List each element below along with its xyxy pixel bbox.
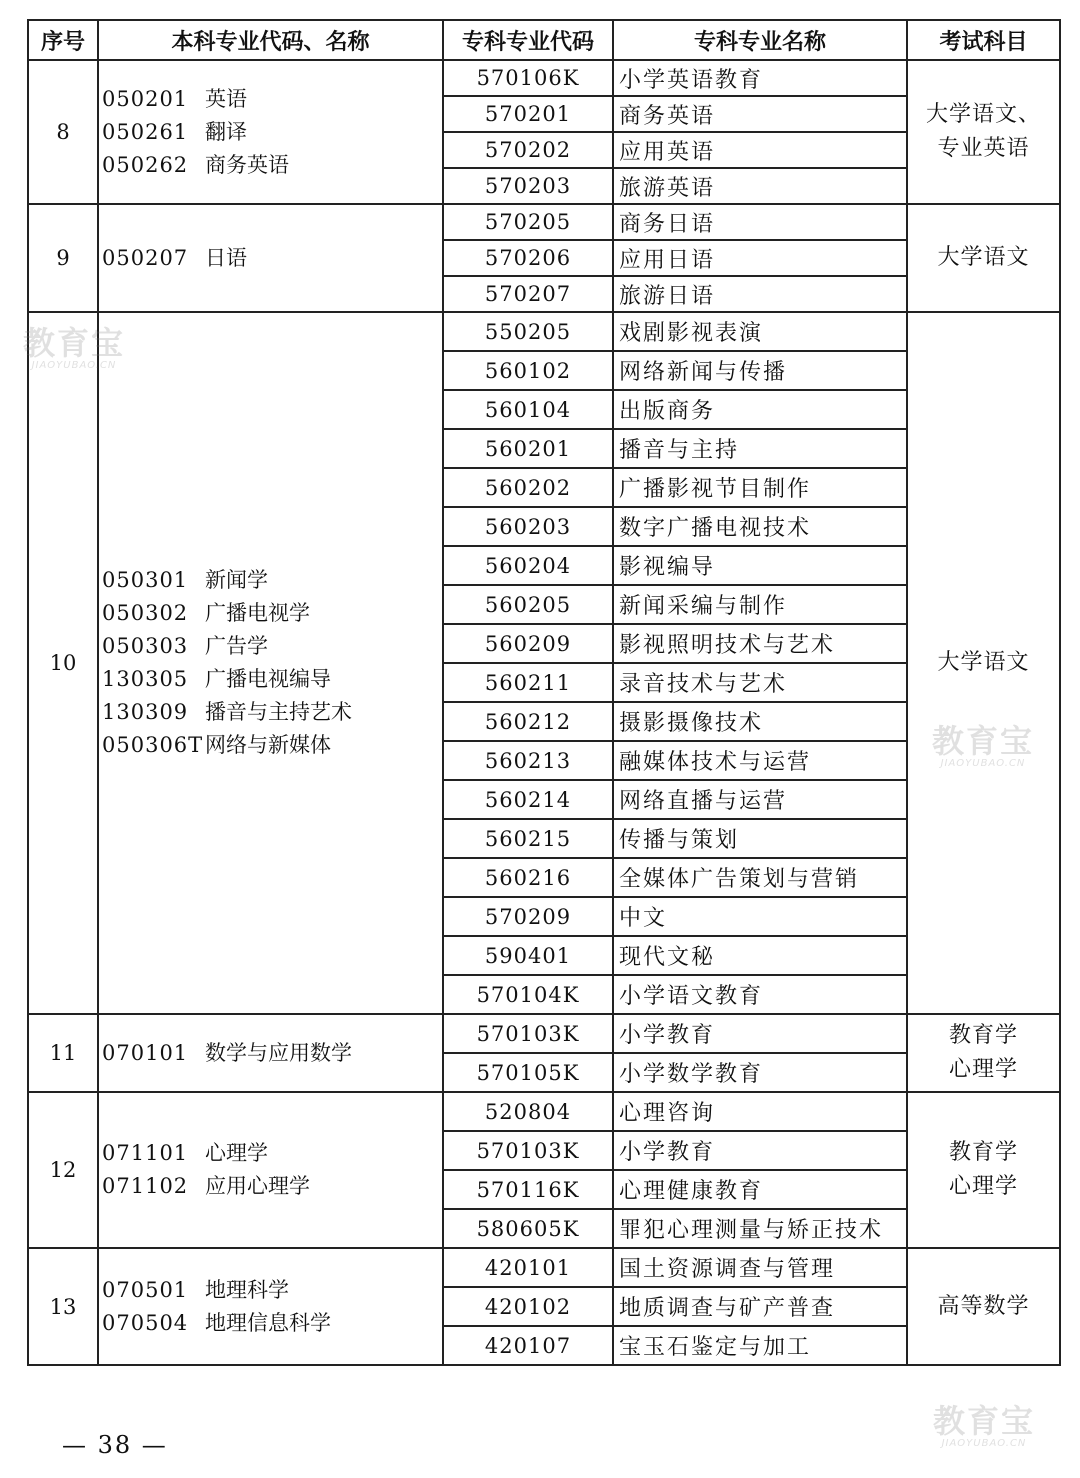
watermark-text: 教育宝	[22, 324, 125, 362]
junior-name-cell: 数字广播电视技术	[613, 507, 907, 546]
undergrad-major	[102, 242, 442, 275]
junior-name-cell: 现代文秘	[613, 936, 907, 975]
junior-name-cell: 小学教育	[613, 1014, 907, 1053]
junior-name-cell: 播音与主持	[613, 429, 907, 468]
junior-name-cell: 传播与策划	[613, 819, 907, 858]
junior-code-cell: 570105K	[443, 1053, 613, 1092]
exam-subject: 专业英语	[937, 136, 1030, 161]
undergrad-code: 050302	[102, 601, 189, 625]
watermark-subtext: JIAOYUBAO.CN	[940, 758, 1026, 769]
page-number: — 38 —	[62, 1431, 168, 1459]
undergrad-name: 网络与新媒体	[205, 733, 331, 757]
exam-subject: 教育学	[948, 1023, 1018, 1048]
watermark-text: 教育宝	[932, 1402, 1035, 1440]
seq-cell: 11	[28, 1014, 98, 1092]
undergrad-code: 050303	[102, 634, 189, 658]
undergrad-name: 地理信息科学	[205, 1310, 331, 1335]
undergrad-code: 071101	[102, 1141, 189, 1165]
table-row	[28, 60, 1060, 96]
subjects-cell	[907, 312, 1060, 1014]
junior-name-cell: 旅游英语	[613, 168, 907, 204]
undergrad-name: 数学与应用数学	[205, 1040, 352, 1065]
undergrad-major	[102, 1274, 442, 1307]
undergrad-major	[102, 1170, 442, 1203]
undergrad-name: 新闻学	[205, 568, 268, 592]
undergrad-code: 130309	[102, 700, 189, 724]
undergrad-name: 应用心理学	[205, 1174, 310, 1198]
table-row	[28, 1014, 1060, 1053]
junior-code-cell: 560202	[443, 468, 613, 507]
junior-name-cell: 小学语文教育	[613, 975, 907, 1014]
junior-code-cell: 560212	[443, 702, 613, 741]
undergrad-name: 广播电视编导	[205, 667, 331, 691]
undergrad-name: 地理科学	[205, 1277, 289, 1302]
junior-code-cell: 570106K	[443, 60, 613, 96]
undergrad-code: 050207	[102, 245, 189, 270]
junior-name-cell: 罪犯心理测量与矫正技术	[613, 1209, 907, 1248]
junior-name-cell: 商务日语	[613, 204, 907, 240]
watermark-text: 教育宝	[931, 722, 1034, 760]
undergrad-major	[102, 597, 442, 630]
watermark-subtext: JIAOYUBAO.CN	[31, 360, 117, 371]
exam-subject: 心理学	[948, 1057, 1018, 1082]
majors-table	[27, 19, 1061, 1366]
undergrad-name: 广告学	[205, 634, 268, 658]
undergrad-name: 英语	[205, 86, 247, 111]
watermark-subtext: JIAOYUBAO.CN	[941, 1438, 1027, 1449]
junior-code-cell: 560102	[443, 351, 613, 390]
table-body	[28, 60, 1060, 1365]
exam-subject: 大学语文	[937, 650, 1030, 675]
junior-name-cell: 影视编导	[613, 546, 907, 585]
junior-name-cell: 摄影摄像技术	[613, 702, 907, 741]
undergrad-cell	[98, 60, 443, 204]
subjects-cell	[907, 60, 1060, 204]
junior-code-cell: 590401	[443, 936, 613, 975]
junior-code-cell: 560211	[443, 663, 613, 702]
junior-name-cell: 国土资源调查与管理	[613, 1248, 907, 1287]
undergrad-name: 翻译	[205, 119, 247, 144]
junior-code-cell: 420107	[443, 1326, 613, 1365]
junior-code-cell: 560216	[443, 858, 613, 897]
junior-name-cell: 心理咨询	[613, 1092, 907, 1131]
junior-code-cell: 570103K	[443, 1131, 613, 1170]
junior-code-cell: 570205	[443, 204, 613, 240]
subjects-cell	[907, 1092, 1060, 1248]
junior-name-cell: 商务英语	[613, 96, 907, 132]
undergrad-code: 130305	[102, 667, 189, 691]
junior-name-cell: 旅游日语	[613, 276, 907, 312]
undergrad-cell	[98, 1248, 443, 1365]
junior-code-cell: 420102	[443, 1287, 613, 1326]
undergrad-major	[102, 1307, 442, 1340]
undergrad-major	[102, 116, 442, 149]
junior-code-cell: 560215	[443, 819, 613, 858]
undergrad-code: 050261	[102, 119, 189, 144]
junior-code-cell: 560213	[443, 741, 613, 780]
undergrad-code: 050301	[102, 568, 189, 592]
junior-code-cell: 570206	[443, 240, 613, 276]
junior-name-cell: 中文	[613, 897, 907, 936]
junior-code-cell: 580605K	[443, 1209, 613, 1248]
seq-cell: 12	[28, 1092, 98, 1248]
header-undergrad: 本科专业代码、名称	[98, 20, 443, 60]
undergrad-code: 071102	[102, 1174, 189, 1198]
junior-code-cell: 560203	[443, 507, 613, 546]
junior-name-cell: 广播影视节目制作	[613, 468, 907, 507]
subjects-cell	[907, 1014, 1060, 1092]
undergrad-name: 播音与主持艺术	[205, 700, 352, 724]
junior-name-cell: 录音技术与艺术	[613, 663, 907, 702]
junior-name-cell: 应用日语	[613, 240, 907, 276]
junior-code-cell: 570103K	[443, 1014, 613, 1053]
table-row	[28, 1092, 1060, 1131]
undergrad-cell	[98, 204, 443, 312]
table-header-row	[28, 20, 1060, 60]
junior-code-cell: 560205	[443, 585, 613, 624]
junior-name-cell: 融媒体技术与运营	[613, 741, 907, 780]
undergrad-name: 日语	[205, 245, 247, 270]
junior-name-cell: 心理健康教育	[613, 1170, 907, 1209]
junior-code-cell: 570201	[443, 96, 613, 132]
undergrad-name: 商务英语	[205, 152, 289, 177]
junior-name-cell: 网络新闻与传播	[613, 351, 907, 390]
header-junior-code: 专科专业代码	[443, 20, 613, 60]
junior-name-cell: 全媒体广告策划与营销	[613, 858, 907, 897]
undergrad-code: 050306T	[102, 733, 204, 757]
exam-subject: 高等数学	[937, 1293, 1030, 1319]
junior-code-cell: 570209	[443, 897, 613, 936]
subjects-cell	[907, 204, 1060, 312]
junior-name-cell: 应用英语	[613, 132, 907, 168]
junior-code-cell: 560204	[443, 546, 613, 585]
undergrad-major	[102, 1137, 442, 1170]
junior-code-cell: 560209	[443, 624, 613, 663]
undergrad-cell	[98, 312, 443, 1014]
junior-code-cell: 520804	[443, 1092, 613, 1131]
junior-code-cell: 570203	[443, 168, 613, 204]
junior-code-cell: 420101	[443, 1248, 613, 1287]
seq-cell: 13	[28, 1248, 98, 1365]
exam-subject: 教育学	[948, 1140, 1018, 1165]
undergrad-major	[102, 149, 442, 182]
junior-code-cell: 550205	[443, 312, 613, 351]
exam-subject: 大学语文、	[925, 102, 1041, 127]
junior-name-cell: 新闻采编与制作	[613, 585, 907, 624]
junior-code-cell: 570104K	[443, 975, 613, 1014]
junior-name-cell: 影视照明技术与艺术	[613, 624, 907, 663]
table-row	[28, 312, 1060, 351]
seq-cell: 10	[28, 312, 98, 1014]
junior-code-cell: 560214	[443, 780, 613, 819]
undergrad-name: 心理学	[205, 1141, 268, 1165]
junior-code-cell: 560104	[443, 390, 613, 429]
undergrad-major	[102, 83, 442, 116]
junior-name-cell: 宝玉石鉴定与加工	[613, 1326, 907, 1365]
junior-code-cell: 570116K	[443, 1170, 613, 1209]
exam-subject: 大学语文	[937, 245, 1030, 270]
undergrad-code: 050262	[102, 152, 189, 177]
undergrad-major	[102, 1037, 442, 1070]
undergrad-name: 广播电视学	[205, 601, 310, 625]
junior-code-cell: 570202	[443, 132, 613, 168]
header-seq: 序号	[28, 20, 98, 60]
undergrad-major	[102, 663, 442, 696]
undergrad-major	[102, 696, 442, 729]
undergrad-code: 070101	[102, 1040, 189, 1065]
junior-code-cell: 560201	[443, 429, 613, 468]
table-row	[28, 1248, 1060, 1287]
header-junior-name: 专科专业名称	[613, 20, 907, 60]
undergrad-major	[102, 729, 442, 762]
junior-name-cell: 小学英语教育	[613, 60, 907, 96]
seq-cell: 8	[28, 60, 98, 204]
junior-name-cell: 出版商务	[613, 390, 907, 429]
junior-name-cell: 小学教育	[613, 1131, 907, 1170]
undergrad-code: 070501	[102, 1277, 189, 1302]
junior-name-cell: 网络直播与运营	[613, 780, 907, 819]
exam-subject: 心理学	[948, 1174, 1018, 1199]
undergrad-cell	[98, 1014, 443, 1092]
junior-name-cell: 戏剧影视表演	[613, 312, 907, 351]
table-row	[28, 204, 1060, 240]
undergrad-major	[102, 564, 442, 597]
seq-cell: 9	[28, 204, 98, 312]
junior-name-cell: 地质调查与矿产普查	[613, 1287, 907, 1326]
header-subjects: 考试科目	[907, 20, 1060, 60]
subjects-cell	[907, 1248, 1060, 1365]
undergrad-code: 050201	[102, 86, 189, 111]
undergrad-code: 070504	[102, 1310, 189, 1335]
watermark-logo	[924, 1404, 1044, 1449]
undergrad-cell	[98, 1092, 443, 1248]
junior-code-cell: 570207	[443, 276, 613, 312]
undergrad-major	[102, 630, 442, 663]
junior-name-cell: 小学数学教育	[613, 1053, 907, 1092]
